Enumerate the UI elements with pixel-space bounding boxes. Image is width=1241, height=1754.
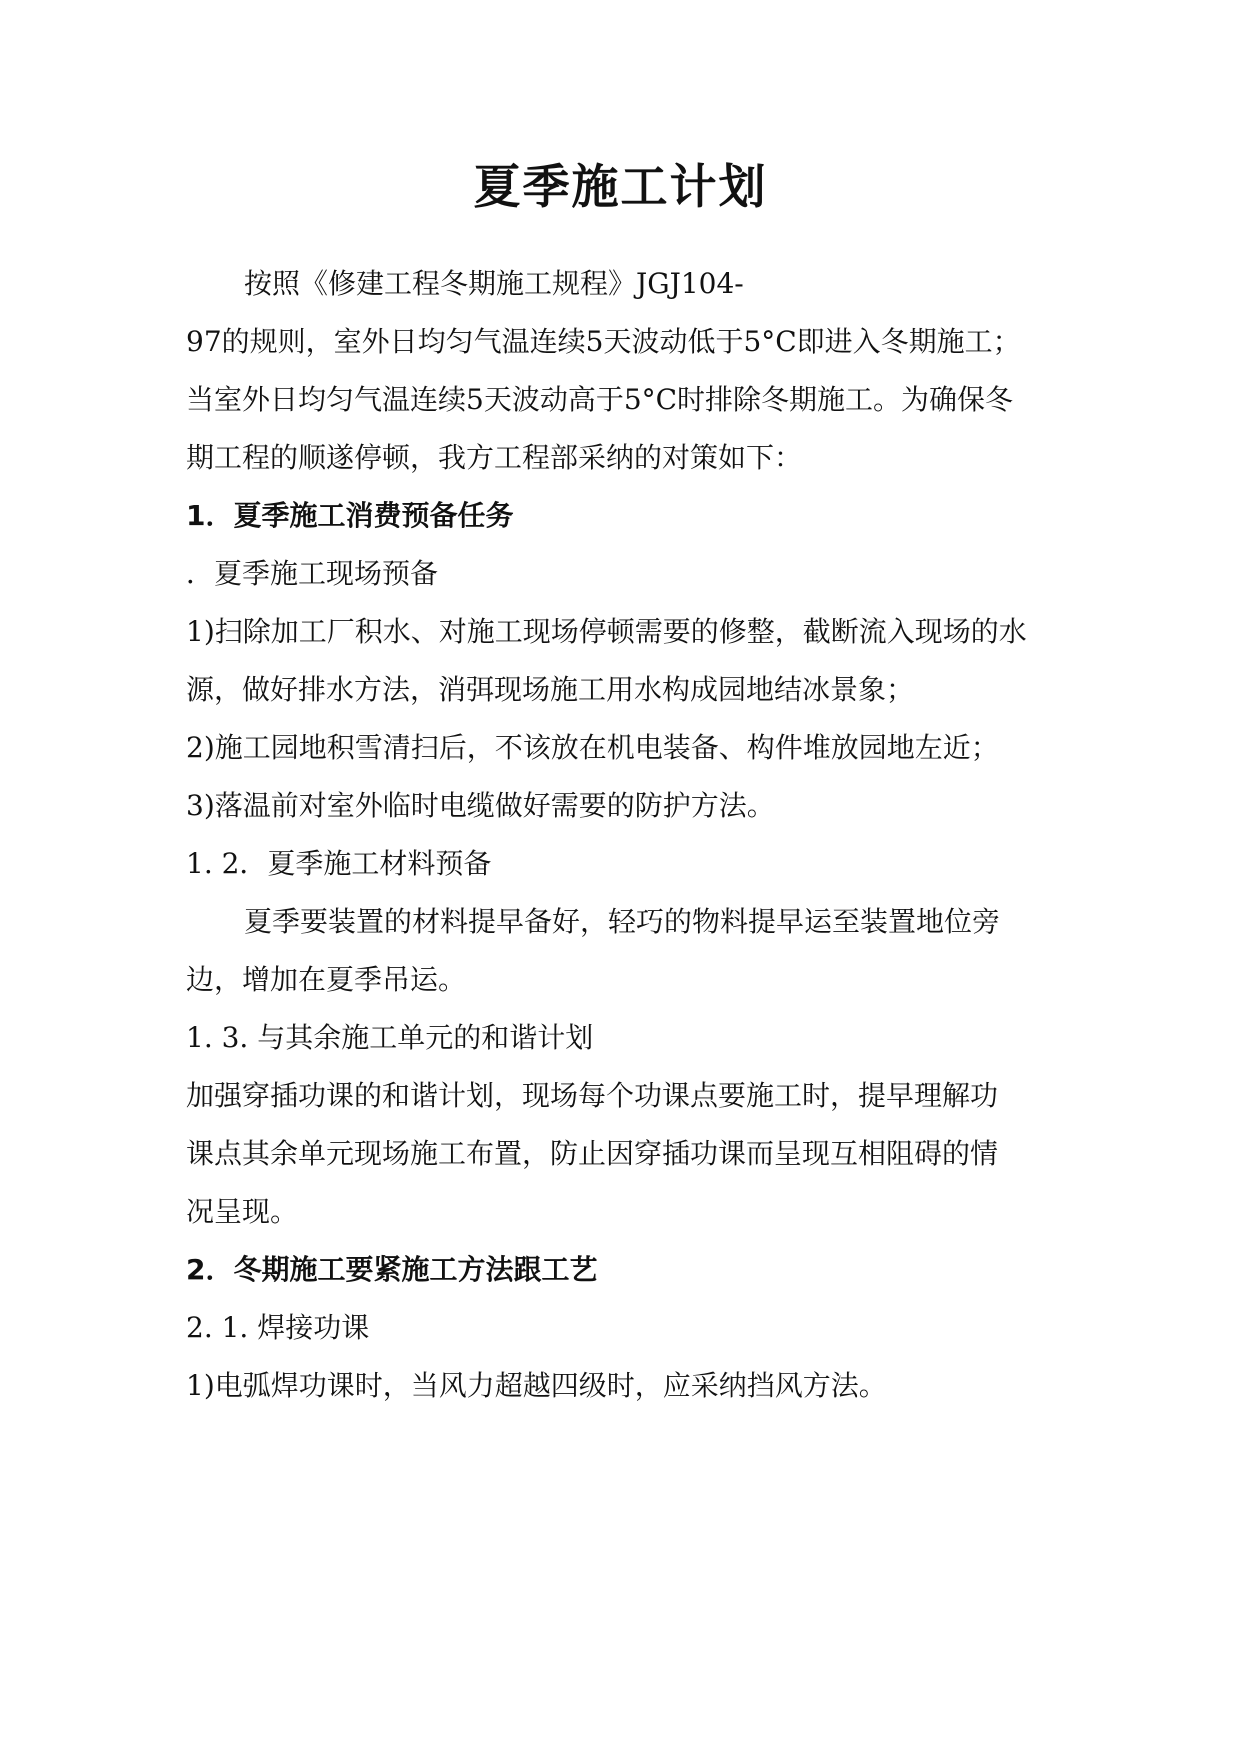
subsection-heading: 2. 1. 焊接功课 bbox=[186, 1311, 370, 1344]
list-item: 3)落温前对室外临时电缆做好需要的防护方法。 bbox=[186, 789, 775, 822]
list-item: 1)电弧焊功课时，当风力超越四级时，应采纳挡风方法。 bbox=[186, 1369, 887, 1402]
paragraph-line: 加强穿插功课的和谐计划，现场每个功课点要施工时，提早理解功 bbox=[186, 1079, 999, 1112]
subsection-heading: 1. 2．夏季施工材料预备 bbox=[186, 847, 492, 880]
subsection-heading: ．夏季施工现场预备 bbox=[186, 557, 439, 590]
paragraph-line: 源，做好排水方法，消弭现场施工用水构成园地结冰景象； bbox=[186, 673, 915, 706]
paragraph-line: 按照《修建工程冬期施工规程》JGJ104- bbox=[244, 267, 744, 300]
paragraph-line: 边，增加在夏季吊运。 bbox=[186, 963, 467, 996]
section-heading: 1．夏季施工消费预备任务 bbox=[186, 499, 514, 532]
paragraph-line: 夏季要装置的材料提早备好，轻巧的物料提早运至装置地位旁 bbox=[244, 905, 1001, 938]
paragraph-line: 课点其余单元现场施工布置，防止因穿插功课而呈现互相阻碍的情 bbox=[186, 1137, 999, 1170]
paragraph-line: 97的规则，室外日均匀气温连续5天波动低于5°C即进入冬期施工； bbox=[186, 325, 1021, 358]
document-title: 夏季施工计划 bbox=[473, 160, 768, 215]
paragraph-line: 期工程的顺遂停顿，我方工程部采纳的对策如下： bbox=[186, 441, 803, 474]
list-item: 2)施工园地积雪清扫后，不该放在机电装备、构件堆放园地左近； bbox=[186, 731, 999, 764]
list-item: 1)扫除加工厂积水、对施工现场停顿需要的修整，截断流入现场的水 bbox=[186, 615, 1027, 648]
paragraph-line: 当室外日均匀气温连续5天波动高于5°C时排除冬期施工。为确保冬 bbox=[186, 383, 1014, 416]
subsection-heading: 1. 3. 与其余施工单元的和谐计划 bbox=[186, 1021, 594, 1054]
paragraph-line: 况呈现。 bbox=[186, 1195, 299, 1228]
section-heading: 2．冬期施工要紧施工方法跟工艺 bbox=[186, 1253, 598, 1286]
